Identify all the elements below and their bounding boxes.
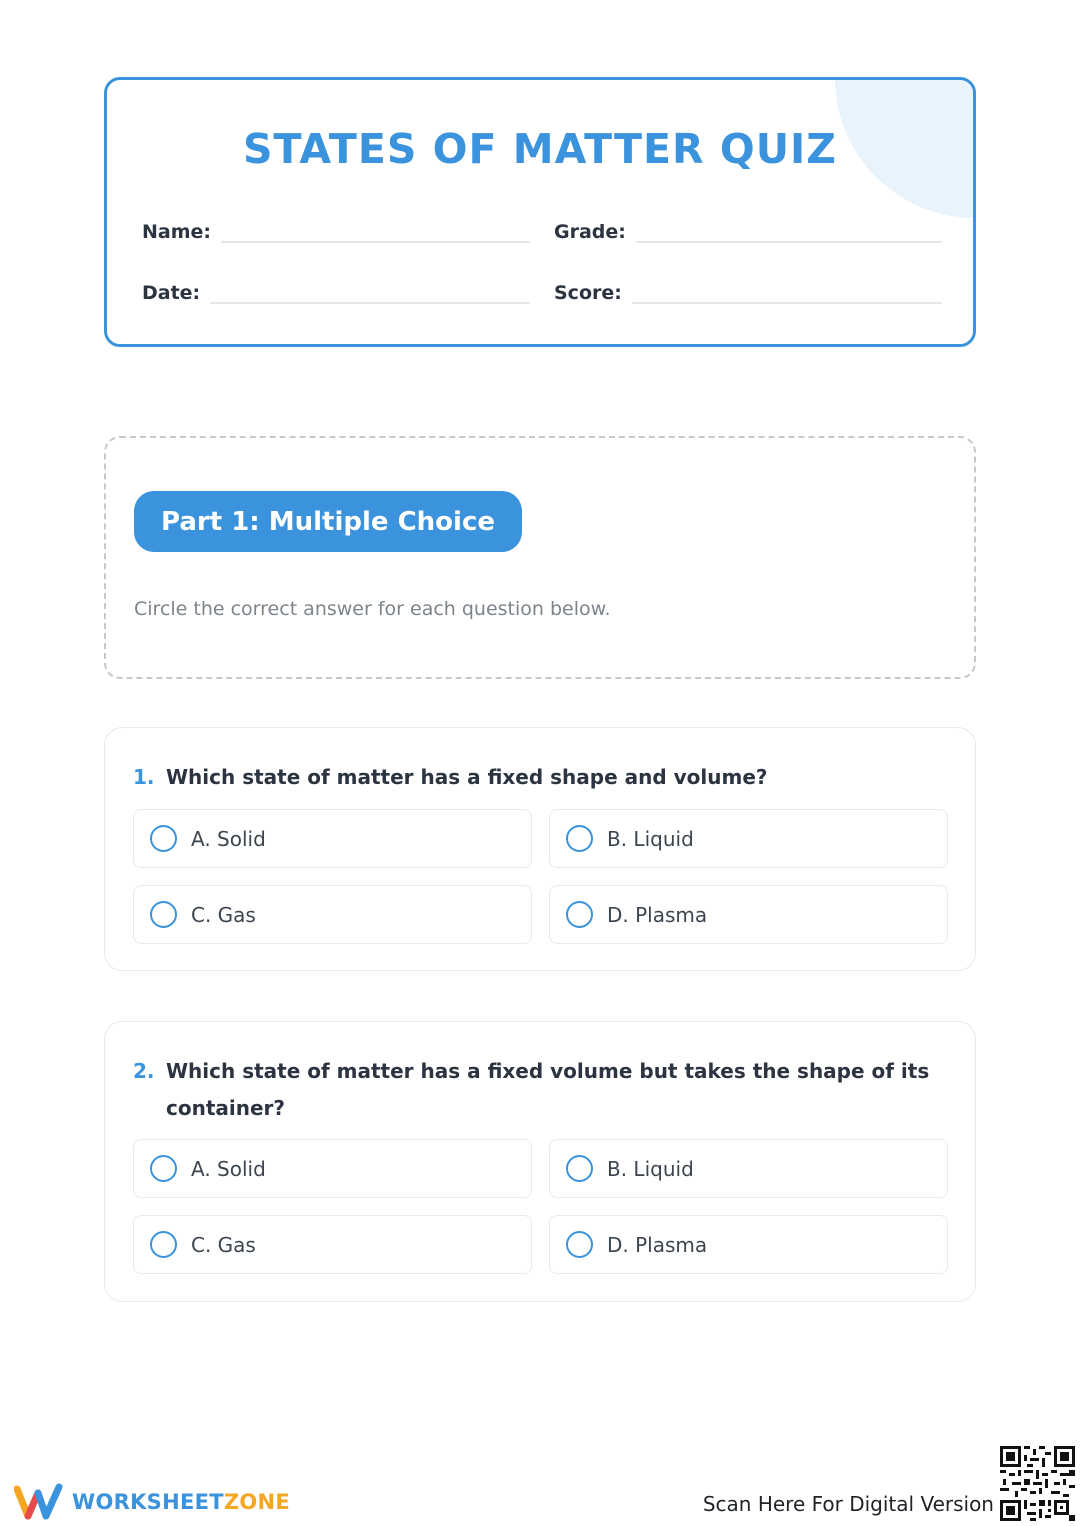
question-text: Which state of matter has a fixed shape and volume?: [166, 765, 768, 789]
date-field: [142, 276, 530, 304]
option-label: D. Plasma: [607, 1232, 708, 1257]
option-label: B. Liquid: [607, 1156, 694, 1181]
question-1-text-row: [133, 759, 933, 796]
radio-circle-icon[interactable]: [150, 825, 177, 852]
q2-option-c[interactable]: [133, 1215, 532, 1274]
q2-option-a[interactable]: [133, 1139, 532, 1198]
name-field: [142, 215, 530, 243]
grade-blank-line[interactable]: [636, 215, 942, 243]
option-label: A. Solid: [191, 1156, 266, 1181]
question-card-1: [104, 727, 976, 971]
page-title: STATES OF MATTER QUIZ: [243, 125, 837, 173]
score-label: Score:: [554, 282, 622, 304]
q1-option-c[interactable]: [133, 885, 532, 944]
quiz-header-card: [104, 77, 976, 347]
grade-label: Grade:: [554, 221, 626, 243]
radio-circle-icon[interactable]: [566, 1155, 593, 1182]
worksheetzone-w-icon: [14, 1483, 64, 1521]
date-blank-line[interactable]: [210, 276, 530, 304]
option-label: D. Plasma: [607, 902, 708, 927]
name-label: Name:: [142, 221, 212, 243]
worksheetzone-logo[interactable]: [14, 1483, 290, 1521]
question-2-text-row: [133, 1053, 933, 1127]
q1-option-a[interactable]: [133, 809, 532, 868]
radio-circle-icon[interactable]: [150, 1155, 177, 1182]
radio-circle-icon[interactable]: [566, 901, 593, 928]
part-1-section: [104, 436, 976, 679]
q2-option-d[interactable]: [549, 1215, 948, 1274]
brand-name-part2: ZONE: [223, 1490, 291, 1514]
question-text: Which state of matter has a fixed volume but takes the shape of its container?: [166, 1059, 930, 1120]
name-blank-line[interactable]: [221, 215, 530, 243]
part-1-instructions: Circle the correct answer for each question below.: [134, 598, 611, 620]
radio-circle-icon[interactable]: [566, 825, 593, 852]
option-label: C. Gas: [191, 1232, 256, 1257]
brand-name-part1: WORKSHEET: [72, 1490, 224, 1514]
radio-circle-icon[interactable]: [150, 901, 177, 928]
part-1-heading: Part 1: Multiple Choice: [134, 491, 522, 552]
option-label: A. Solid: [191, 826, 266, 851]
date-label: Date:: [142, 282, 201, 304]
question-number: 2.: [133, 1059, 155, 1083]
radio-circle-icon[interactable]: [150, 1231, 177, 1258]
qr-code-icon[interactable]: [1000, 1446, 1075, 1521]
option-label: B. Liquid: [607, 826, 694, 851]
q2-option-b[interactable]: [549, 1139, 948, 1198]
score-field: [554, 276, 942, 304]
question-number: 1.: [133, 765, 155, 789]
brand-name: [72, 1490, 290, 1514]
option-label: C. Gas: [191, 902, 256, 927]
score-blank-line[interactable]: [632, 276, 942, 304]
question-card-2: [104, 1021, 976, 1302]
grade-field: [554, 215, 942, 243]
q1-option-d[interactable]: [549, 885, 948, 944]
q1-option-b[interactable]: [549, 809, 948, 868]
scan-instruction: Scan Here For Digital Version: [702, 1492, 994, 1516]
radio-circle-icon[interactable]: [566, 1231, 593, 1258]
